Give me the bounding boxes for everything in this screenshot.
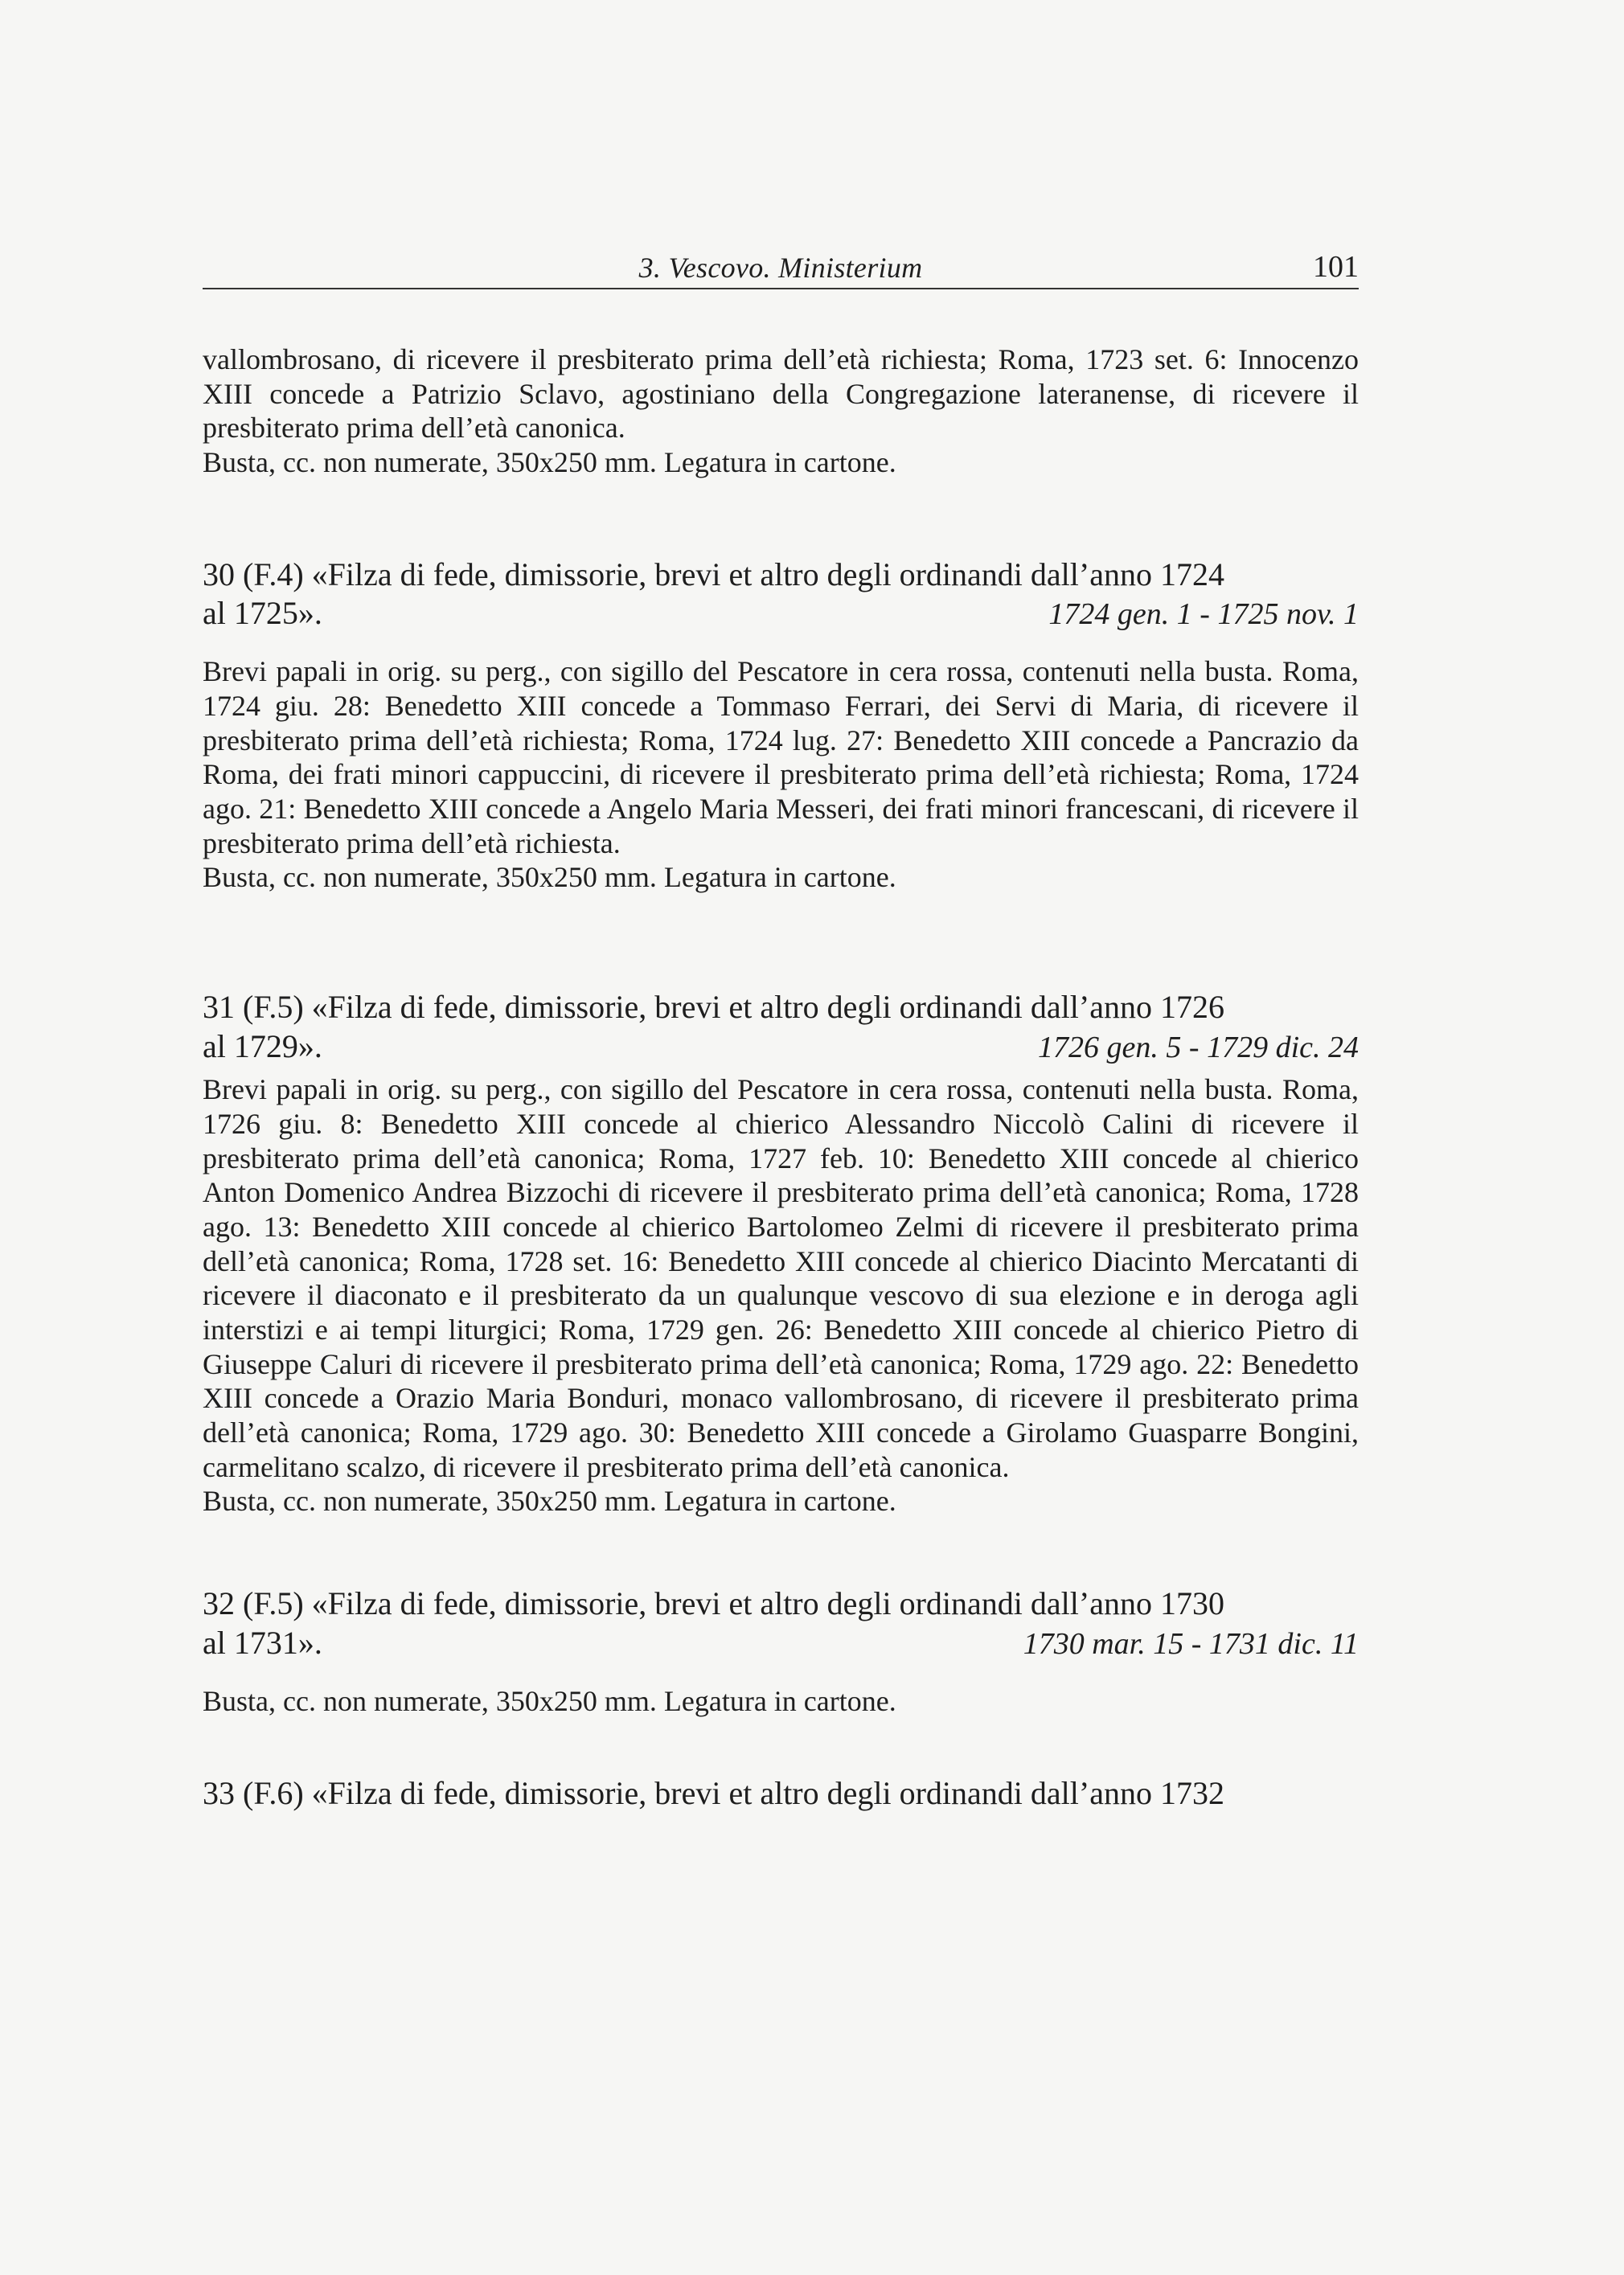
entry-30	[203, 555, 1359, 895]
entry-description-block	[203, 654, 1359, 895]
entry-dates: 1726 gen. 5 - 1729 dic. 24	[1038, 1030, 1359, 1064]
entry-physical: Busta, cc. non numerate, 350x250 mm. Legatura in cartone.	[203, 1485, 896, 1518]
entry-heading-cont: al 1729».	[203, 1027, 322, 1064]
entry-heading-line: 33 (F.6) «Filza di fede, dimissorie, brevi et altro degli ordinandi dall’anno 1732	[203, 1775, 1224, 1812]
entry-description-block	[203, 1072, 1359, 1519]
entry-dates: 1724 gen. 1 - 1725 nov. 1	[1048, 597, 1359, 632]
entry-description: Brevi papali in orig. su perg., con sigillo del Pescatore in cera rossa, contenuti nella busta. Roma, 1726 giu. 8: Benedetto XIII concede al chierico Alessandro Niccolò Calini di ricevere il presbiterato prima dell’età canonica; Roma, 1727 feb. 10: Benedetto XIII concede al chierico Anton Domenico Andrea Bizzochi di ricevere il presbiterato prima dell’età canonica; Roma, 1728 ago. 13: Benedetto XIII concede al chierico Bartolomeo Zelmi di ricevere il presbiterato prima dell’età canonica; Roma, 1728 set. 16: Benedetto XIII concede al chierico Diacinto Mercatanti di ricevere il diaconato e il presbiterato da un qualunque vescovo di sua elezione e in deroga agli interstizi e ai tempi liturgici; Roma, 1729 gen. 26: Benedetto XIII concede al chierico Pietro di Giuseppe Caluri di ricevere il presbiterato prima dell’età canonica; Roma, 1729 ago. 22: Benedetto XIII concede a Orazio Maria Bonduri, monaco vallombrosano, di ricevere il presbiterato prima dell’età canonica; Roma, 1729 ago. 30: Benedetto XIII concede a Girolamo Guasparre Bongini, carmelitano scalzo, di ricevere il presbiterato prima dell’età canonica.	[203, 1073, 1359, 1483]
entry-31	[203, 988, 1359, 1519]
intro-text: vallombrosano, di ricevere il presbiterato prima dell’età richiesta; Roma, 1723 set. 6: Innocenzo XIII concede a Patrizio Sclavo, agostiniano della Congregazione lateranense, di ricevere il presbiterato prima dell’età canonica.	[203, 343, 1359, 445]
running-title: 3. Vescovo. Ministerium	[638, 252, 923, 284]
entry-physical: Busta, cc. non numerate, 350x250 mm. Legatura in cartone.	[203, 1684, 896, 1717]
entry-heading	[203, 1774, 1359, 1814]
entry-heading-cont: al 1731».	[203, 1624, 322, 1661]
entry-33	[203, 1774, 1359, 1814]
entry-heading	[203, 988, 1359, 1067]
entry-heading-cont: al 1725».	[203, 595, 322, 632]
intro-block	[203, 342, 1359, 480]
entry-32	[203, 1584, 1359, 1718]
page-number: 101	[1313, 250, 1359, 284]
entry-heading-line: 32 (F.5) «Filza di fede, dimissorie, brevi et altro degli ordinandi dall’anno 1730	[203, 1584, 1224, 1621]
entry-dates: 1730 mar. 15 - 1731 dic. 11	[1023, 1626, 1359, 1661]
intro-physical: Busta, cc. non numerate, 350x250 mm. Legatura in cartone.	[203, 445, 896, 478]
entry-description-block	[203, 1684, 1359, 1719]
entry-heading	[203, 1584, 1359, 1663]
entry-physical: Busta, cc. non numerate, 350x250 mm. Legatura in cartone.	[203, 861, 896, 894]
entry-heading-line: 31 (F.5) «Filza di fede, dimissorie, brevi et altro degli ordinandi dall’anno 1726	[203, 988, 1224, 1025]
entry-heading	[203, 555, 1359, 634]
page-body	[203, 342, 1359, 1814]
entry-heading-line: 30 (F.4) «Filza di fede, dimissorie, brevi et altro degli ordinandi dall’anno 1724	[203, 555, 1224, 592]
entry-description: Brevi papali in orig. su perg., con sigillo del Pescatore in cera rossa, contenuti nella busta. Roma, 1724 giu. 28: Benedetto XIII concede a Tommaso Ferrari, dei Servi di Maria, di ricevere il presbiterato prima dell’età richiesta; Roma, 1724 lug. 27: Benedetto XIII concede a Pancrazio da Roma, dei frati minori cappuccini, di ricevere il presbiterato prima dell’età richiesta; Roma, 1724 ago. 21: Benedetto XIII concede a Angelo Maria Messeri, dei frati minori francescani, di ricevere il presbiterato prima dell’età richiesta.	[203, 655, 1359, 859]
running-head	[203, 248, 1359, 289]
